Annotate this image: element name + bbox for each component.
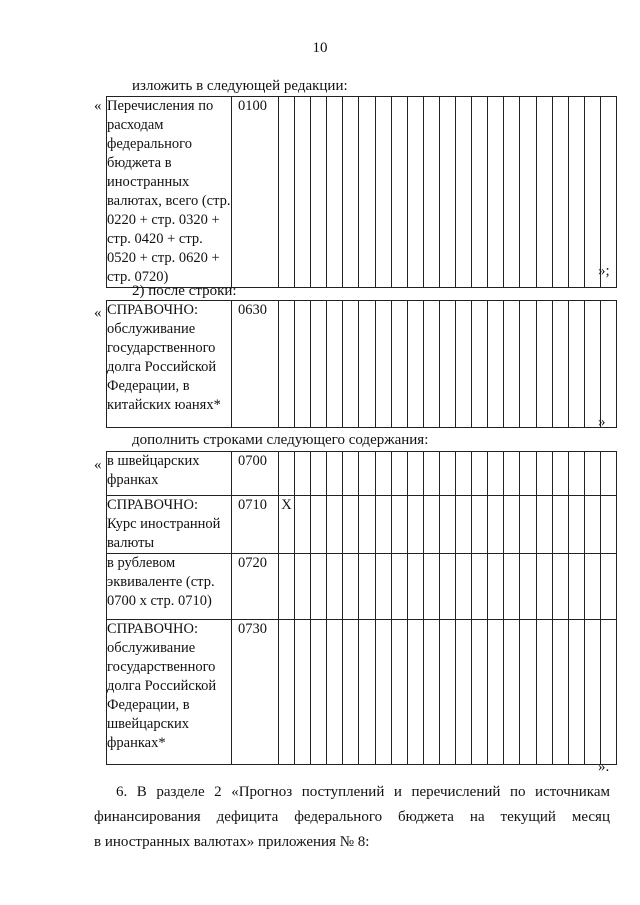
value-cell — [423, 554, 439, 620]
table-row — [107, 301, 617, 428]
value-cell — [504, 301, 520, 428]
row-mark-cell — [279, 554, 295, 620]
value-cell — [439, 301, 455, 428]
value-cell — [568, 620, 584, 765]
value-cell — [488, 554, 504, 620]
table-3-body — [107, 452, 617, 765]
page-number: 10 — [312, 40, 328, 56]
value-cell — [359, 620, 375, 765]
table-2 — [106, 300, 617, 428]
value-cell — [504, 496, 520, 554]
value-cell — [568, 496, 584, 554]
value-cell — [311, 554, 327, 620]
value-cell — [472, 496, 488, 554]
value-cell — [600, 301, 616, 428]
value-cell — [423, 97, 439, 288]
value-cell — [391, 620, 407, 765]
value-cell — [456, 97, 472, 288]
value-cell — [600, 496, 616, 554]
value-cell — [343, 496, 359, 554]
value-cell — [327, 97, 343, 288]
value-cell — [375, 97, 391, 288]
value-cell — [536, 97, 552, 288]
table-1 — [106, 96, 617, 288]
value-cell — [295, 620, 311, 765]
value-cell — [343, 554, 359, 620]
value-cell — [536, 301, 552, 428]
value-cell — [439, 496, 455, 554]
value-cell — [472, 452, 488, 496]
value-cell — [311, 301, 327, 428]
row-code-cell: 0720 — [232, 554, 279, 620]
value-cell — [407, 301, 423, 428]
value-cell — [343, 301, 359, 428]
value-cell — [472, 620, 488, 765]
value-cell — [552, 554, 568, 620]
value-cell — [536, 496, 552, 554]
value-cell — [375, 554, 391, 620]
value-cell — [391, 452, 407, 496]
value-cell — [327, 301, 343, 428]
value-cell — [407, 620, 423, 765]
item2-line: 2) после строки: — [132, 283, 237, 299]
value-cell — [295, 496, 311, 554]
value-cell — [359, 452, 375, 496]
value-cell — [504, 620, 520, 765]
table-row — [107, 620, 617, 765]
value-cell — [311, 496, 327, 554]
row-code-cell: 0700 — [232, 452, 279, 496]
quote-close-3: ». — [598, 759, 610, 775]
value-cell — [552, 620, 568, 765]
value-cell — [520, 97, 536, 288]
value-cell — [343, 620, 359, 765]
table-row — [107, 97, 617, 288]
value-cell — [584, 97, 600, 288]
row-name-cell: Перечисления по расходам федерального бюджета в иностранных валютах, всего (стр. 0220 + стр. 0320 + стр. 0420 + стр. 0520 + стр. 0620 + стр. 0720) — [107, 97, 232, 288]
value-cell — [456, 301, 472, 428]
value-cell — [407, 554, 423, 620]
value-cell — [600, 554, 616, 620]
value-cell — [472, 97, 488, 288]
value-cell — [375, 496, 391, 554]
row-mark-cell — [279, 452, 295, 496]
value-cell — [488, 620, 504, 765]
value-cell — [327, 554, 343, 620]
value-cell — [439, 97, 455, 288]
value-cell — [472, 301, 488, 428]
value-cell — [568, 554, 584, 620]
value-cell — [584, 301, 600, 428]
value-cell — [536, 554, 552, 620]
paragraph-6 — [94, 780, 610, 855]
value-cell — [584, 554, 600, 620]
value-cell — [423, 452, 439, 496]
value-cell — [407, 452, 423, 496]
value-cell — [504, 554, 520, 620]
value-cell — [520, 301, 536, 428]
value-cell — [504, 97, 520, 288]
quote-close-1: »; — [598, 263, 610, 279]
value-cell — [536, 620, 552, 765]
value-cell — [456, 554, 472, 620]
paragraph-6-line-3: в иностранных валютах» приложения № 8: — [94, 834, 370, 850]
value-cell — [295, 554, 311, 620]
value-cell — [375, 620, 391, 765]
value-cell — [600, 620, 616, 765]
value-cell — [584, 496, 600, 554]
value-cell — [423, 496, 439, 554]
value-cell — [343, 97, 359, 288]
row-code-cell: 0730 — [232, 620, 279, 765]
value-cell — [295, 452, 311, 496]
add-rows-line: дополнить строками следующего содержания: — [132, 432, 429, 448]
value-cell — [488, 97, 504, 288]
value-cell — [536, 452, 552, 496]
quote-open-1: « — [94, 98, 102, 114]
value-cell — [295, 301, 311, 428]
quote-close-2: » — [598, 414, 606, 430]
row-code-cell: 0710 — [232, 496, 279, 554]
value-cell — [520, 620, 536, 765]
value-cell — [584, 620, 600, 765]
value-cell — [391, 554, 407, 620]
row-mark-cell — [279, 620, 295, 765]
value-cell — [439, 620, 455, 765]
table-row — [107, 554, 617, 620]
row-mark-cell — [279, 97, 295, 288]
value-cell — [391, 301, 407, 428]
value-cell — [552, 452, 568, 496]
value-cell — [552, 301, 568, 428]
value-cell — [439, 452, 455, 496]
value-cell — [375, 301, 391, 428]
value-cell — [488, 496, 504, 554]
row-name-cell: СПРАВОЧНО: обслуживание государственного долга Российской Федерации, в швейцарских франках* — [107, 620, 232, 765]
value-cell — [311, 97, 327, 288]
value-cell — [600, 97, 616, 288]
value-cell — [391, 97, 407, 288]
paragraph-6-line-2: финансирования дефицита федерального бюджета на текущий месяц — [94, 809, 610, 825]
value-cell — [375, 452, 391, 496]
row-code-cell: 0630 — [232, 301, 279, 428]
row-mark-cell: X — [279, 496, 295, 554]
paragraph-6-line-1: 6. В разделе 2 «Прогноз поступлений и перечислений по источникам — [116, 784, 610, 800]
quote-open-2: « — [94, 305, 102, 321]
row-code-cell: 0100 — [232, 97, 279, 288]
value-cell — [359, 496, 375, 554]
value-cell — [552, 496, 568, 554]
table-2-body — [107, 301, 617, 428]
value-cell — [568, 301, 584, 428]
value-cell — [391, 496, 407, 554]
value-cell — [295, 97, 311, 288]
row-name-cell: в швейцарских франках — [107, 452, 232, 496]
value-cell — [488, 301, 504, 428]
value-cell — [568, 452, 584, 496]
value-cell — [504, 452, 520, 496]
row-mark-cell — [279, 301, 295, 428]
quote-open-3: « — [94, 457, 102, 473]
value-cell — [488, 452, 504, 496]
value-cell — [520, 554, 536, 620]
value-cell — [520, 452, 536, 496]
value-cell — [520, 496, 536, 554]
value-cell — [423, 620, 439, 765]
value-cell — [407, 496, 423, 554]
value-cell — [407, 97, 423, 288]
value-cell — [359, 301, 375, 428]
value-cell — [456, 496, 472, 554]
value-cell — [600, 452, 616, 496]
table-row — [107, 496, 617, 554]
intro-line: изложить в следующей редакции: — [132, 78, 348, 94]
value-cell — [472, 554, 488, 620]
value-cell — [343, 452, 359, 496]
table-1-body — [107, 97, 617, 288]
value-cell — [456, 452, 472, 496]
value-cell — [359, 97, 375, 288]
row-name-cell: СПРАВОЧНО: обслуживание государственного долга Российской Федерации, в китайских юанях* — [107, 301, 232, 428]
value-cell — [359, 554, 375, 620]
value-cell — [311, 620, 327, 765]
row-name-cell: в рублевом эквиваленте (стр. 0700 x стр. 0710) — [107, 554, 232, 620]
value-cell — [327, 452, 343, 496]
value-cell — [456, 620, 472, 765]
value-cell — [439, 554, 455, 620]
value-cell — [568, 97, 584, 288]
value-cell — [327, 496, 343, 554]
value-cell — [423, 301, 439, 428]
value-cell — [327, 620, 343, 765]
value-cell — [584, 452, 600, 496]
table-3 — [106, 451, 617, 765]
value-cell — [552, 97, 568, 288]
row-name-cell: СПРАВОЧНО: Курс иностранной валюты — [107, 496, 232, 554]
table-row — [107, 452, 617, 496]
value-cell — [311, 452, 327, 496]
